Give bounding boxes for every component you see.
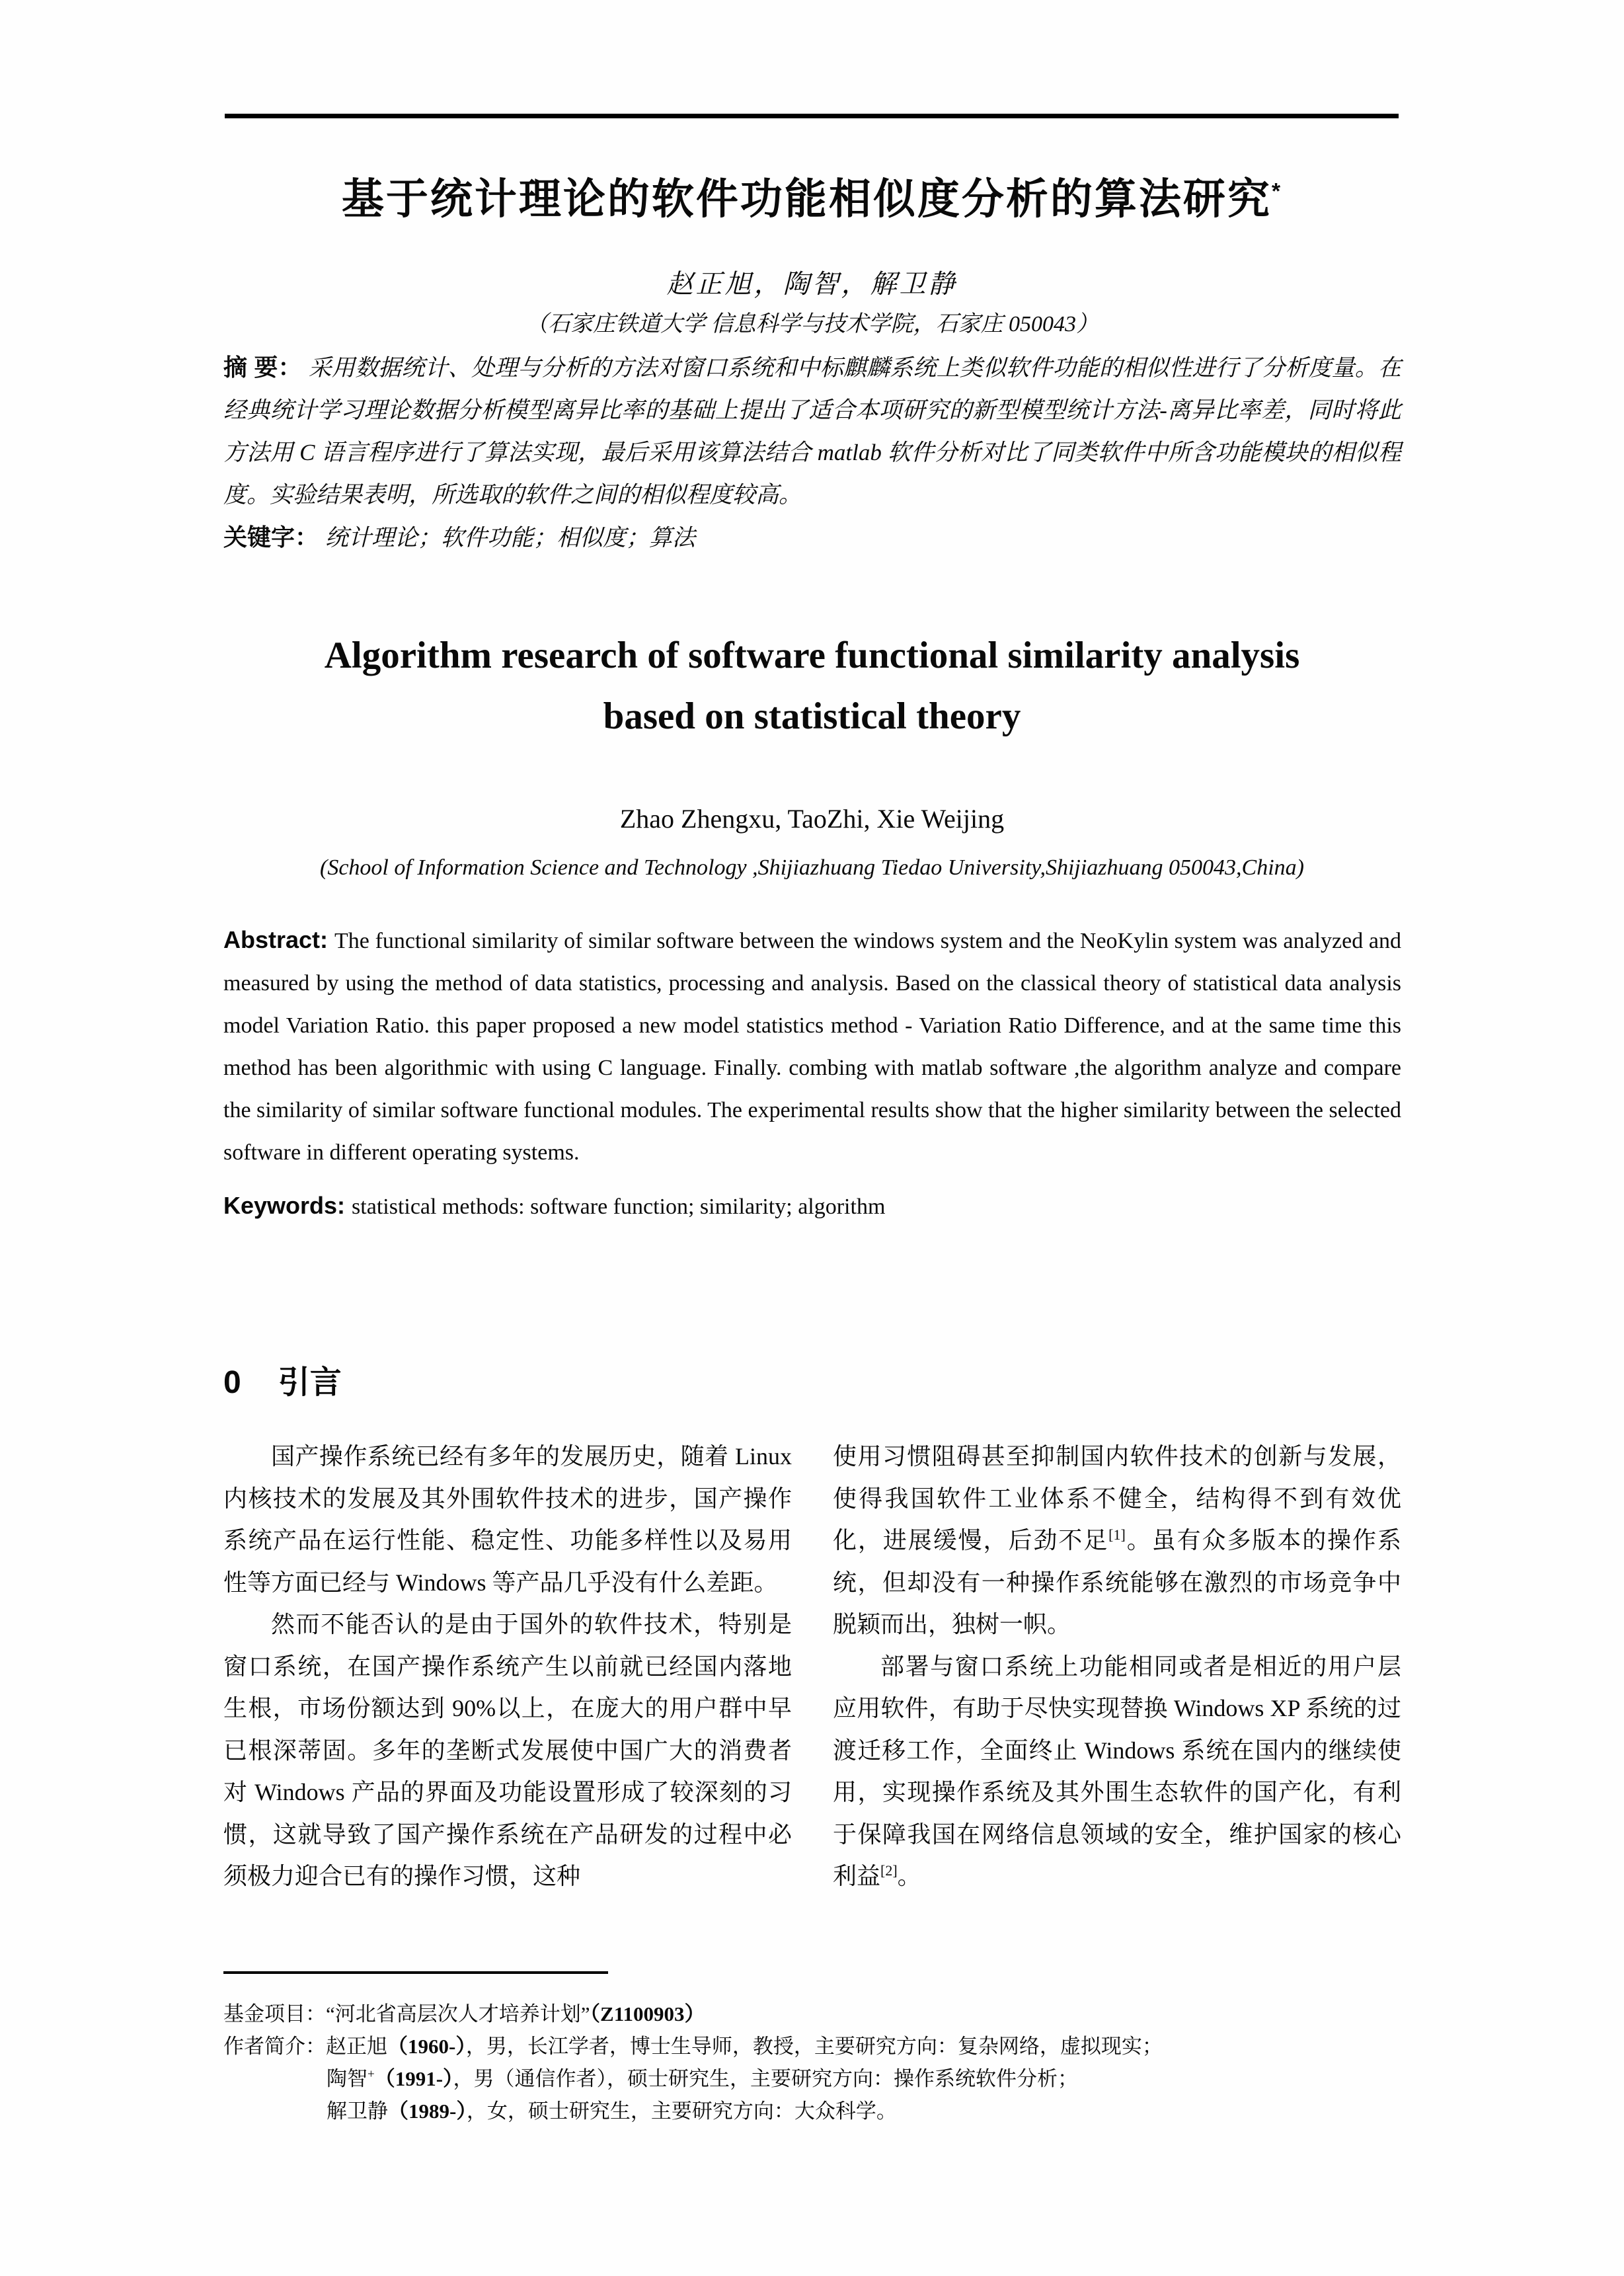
author-bio-3: 解卫静（1989-），女，硕士研究生，主要研究方向：大众科学。	[327, 2099, 897, 2123]
abstract-cn-text: 采用数据统计、处理与分析的方法对窗口系统和中标麒麟系统上类似软件功能的相似性进行了分析度量。在经典统计学习理论数据分析模型离异比率的基础上提出了适合本项研究的新型模型统计方法-离异比率差，同时将此方法用 C 语言程序进行了算法实现，最后采用该算法结合 matlab 软件分析对比了同类软件中所含功能模块的相似程度。实验结果表明，所选取的软件之间的相似程度较高。	[223, 355, 1401, 508]
title-en-line2: based on statistical theory	[603, 695, 1021, 737]
intro-left-column	[223, 1436, 792, 1898]
affiliation-cn: （石家庄铁道大学 信息科学与技术学院，石家庄 050043）	[525, 312, 1099, 336]
authors-en: Zhao Zhengxu, TaoZhi, Xie Weijing	[619, 804, 1005, 834]
intro-paragraph-2: 然而不能否认的是由于国外的软件技术，特别是窗口系统，在国产操作系统产生以前就已经国内落地生根，市场份额达到 90%以上，在庞大的用户群中早已根深蒂固。多年的垄断式发展使中国广大的消费者对 Windows 产品的界面及功能设置形成了较深刻的习惯，这就导致了国产操作系统在产品研发的过程中必须极力迎合已有的操作习惯，这种	[223, 1611, 792, 1889]
footnote-block	[223, 1998, 1413, 2127]
abstract-en-paragraph	[223, 919, 1401, 1174]
keywords-en-line	[223, 1185, 1401, 1228]
title-en	[0, 625, 1624, 747]
affiliation-en: (School of Information Science and Technology ,Shijiazhuang Tiedao University,Shijiazhuang 050043,China)	[320, 855, 1304, 880]
abstract-cn-label: 摘 要：	[223, 354, 302, 381]
title-en-line1: Algorithm research of software functional similarity analysis	[324, 635, 1300, 676]
title-cn	[0, 165, 1624, 226]
keywords-en-label: Keywords:	[223, 1192, 346, 1219]
top-rule	[225, 114, 1399, 118]
abstract-en-label: Abstract:	[223, 926, 329, 953]
author-bio-2: 陶智+（1991-），男（通信作者），硕士研究生，主要研究方向：操作系统软件分析；	[327, 2067, 1079, 2090]
keywords-en-text: statistical methods: software function; similarity; algorithm	[352, 1195, 886, 1219]
intro-paragraph-3: 部署与窗口系统上功能相同或者是相近的用户层应用软件，有助于尽快实现替换 Windows XP 系统的过渡迁移工作，全面终止 Windows 系统在国内的继续使用，实现操作系统及其外围生态软件的国产化，有利于保障我国在网络信息领域的安全，维护国家的核心利益[2]。	[833, 1653, 1401, 1889]
intro-paragraph-1: 国产操作系统已经有多年的发展历史，随着 Linux 内核技术的发展及其外围软件技术的进步，国产操作系统产品在运行性能、稳定性、功能多样性以及易用性等方面已经与 Windows 等产品几乎没有什么差距。	[223, 1443, 792, 1596]
keywords-cn-line	[223, 516, 1401, 559]
section-title: 引言	[278, 1365, 342, 1400]
footnote-divider	[223, 1971, 608, 1974]
abstract-en-block	[223, 919, 1401, 1228]
abstract-cn-paragraph	[223, 346, 1401, 516]
intro-two-column-body	[223, 1436, 1401, 1898]
abstract-en-text: The functional similarity of similar software between the windows system and the NeoKylin system was analyzed and measured by using the method of data statistics, processing and analysis. Based on the classical theory of statistical data analysis model Variation Ratio. this paper proposed a new model statistics method - Variation Ratio Difference, and at the same time this method has been algorithmic with using C language. Finally. combing with matlab software ,the algorithm analyze and compare the similarity of similar software functional modules. The experimental results show that the higher similarity between the selected software in different operating systems.	[223, 929, 1401, 1165]
title-cn-text: 基于统计理论的软件功能相似度分析的算法研究	[341, 175, 1272, 223]
author-bio-1: 作者简介：赵正旭（1960-），男，长江学者，博士生导师，教授，主要研究方向：复杂网络，虚拟现实；	[223, 2035, 1163, 2058]
keywords-cn-text: 统计理论；软件功能；相似度；算法	[325, 525, 696, 551]
intro-paragraph-2-continued: 使用习惯阻碍甚至抑制国内软件技术的创新与发展，使得我国软件工业体系不健全，结构得不到有效优化，进展缓慢，后劲不足[1]。虽有众多版本的操作系统，但却没有一种操作系统能够在激烈的市场竞争中脱颖而出，独树一帜。	[833, 1443, 1401, 1637]
funding-note: 基金项目：“河北省高层次人才培养计划”（Z1100903）	[223, 2002, 705, 2025]
title-footnote-mark: *	[1271, 178, 1283, 204]
section-heading-introduction	[223, 1356, 342, 1402]
authors-cn: 赵正旭，陶智，解卫静	[666, 269, 958, 299]
intro-right-column	[833, 1436, 1401, 1898]
keywords-cn-label: 关键字：	[223, 524, 319, 551]
abstract-cn-block	[223, 346, 1401, 559]
section-number: 0	[223, 1365, 241, 1400]
